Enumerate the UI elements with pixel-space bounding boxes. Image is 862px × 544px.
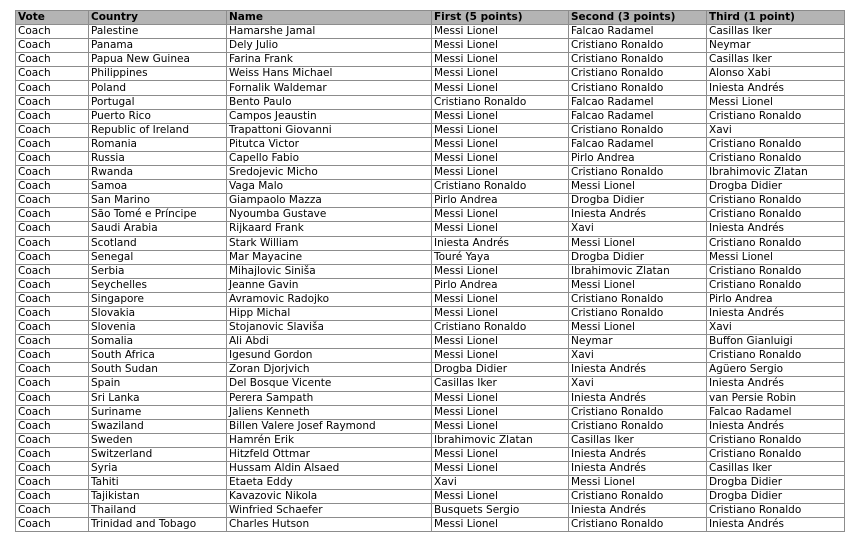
cell-name: Weiss Hans Michael (227, 67, 432, 81)
cell-vote: Coach (16, 180, 89, 194)
cell-first: Cristiano Ronaldo (432, 180, 569, 194)
cell-second: Cristiano Ronaldo (569, 123, 707, 137)
cell-name: Stark William (227, 236, 432, 250)
cell-first: Ibrahimovic Zlatan (432, 433, 569, 447)
cell-country: Somalia (89, 335, 227, 349)
cell-country: Seychelles (89, 278, 227, 292)
cell-third: Messi Lionel (707, 95, 845, 109)
cell-third: Cristiano Ronaldo (707, 137, 845, 151)
cell-country: Slovakia (89, 306, 227, 320)
cell-second: Cristiano Ronaldo (569, 419, 707, 433)
cell-second: Xavi (569, 222, 707, 236)
table-row (16, 123, 845, 137)
cell-vote: Coach (16, 462, 89, 476)
cell-first: Casillas Iker (432, 377, 569, 391)
cell-first: Messi Lionel (432, 222, 569, 236)
cell-third: Drogba Didier (707, 180, 845, 194)
cell-second: Cristiano Ronaldo (569, 53, 707, 67)
cell-first: Messi Lionel (432, 419, 569, 433)
cell-second: Neymar (569, 335, 707, 349)
cell-first: Drogba Didier (432, 363, 569, 377)
cell-first: Touré Yaya (432, 250, 569, 264)
cell-vote: Coach (16, 476, 89, 490)
header-vote: Vote (16, 11, 89, 25)
table-row (16, 363, 845, 377)
header-name: Name (227, 11, 432, 25)
cell-name: Del Bosque Vicente (227, 377, 432, 391)
cell-country: Serbia (89, 264, 227, 278)
cell-third: Buffon Gianluigi (707, 335, 845, 349)
cell-country: Senegal (89, 250, 227, 264)
header-country: Country (89, 11, 227, 25)
cell-first: Cristiano Ronaldo (432, 95, 569, 109)
cell-country: Syria (89, 462, 227, 476)
table-row (16, 194, 845, 208)
cell-vote: Coach (16, 137, 89, 151)
cell-country: Singapore (89, 292, 227, 306)
cell-country: South Africa (89, 349, 227, 363)
cell-country: Scotland (89, 236, 227, 250)
table-row (16, 278, 845, 292)
cell-country: Panama (89, 39, 227, 53)
header-first: First (5 points) (432, 11, 569, 25)
cell-name: Etaeta Eddy (227, 476, 432, 490)
cell-name: Capello Fabio (227, 151, 432, 165)
cell-first: Messi Lionel (432, 518, 569, 532)
cell-country: Papua New Guinea (89, 53, 227, 67)
cell-vote: Coach (16, 166, 89, 180)
table-body (16, 25, 845, 532)
cell-country: Philippines (89, 67, 227, 81)
cell-third: Casillas Iker (707, 462, 845, 476)
cell-vote: Coach (16, 321, 89, 335)
cell-second: Falcao Radamel (569, 137, 707, 151)
cell-third: Iniesta Andrés (707, 419, 845, 433)
cell-name: Hamrén Erik (227, 433, 432, 447)
cell-third: Ibrahimovic Zlatan (707, 166, 845, 180)
cell-name: Kavazovic Nikola (227, 490, 432, 504)
cell-name: Charles Hutson (227, 518, 432, 532)
cell-second: Falcao Radamel (569, 25, 707, 39)
cell-second: Xavi (569, 377, 707, 391)
cell-first: Messi Lionel (432, 292, 569, 306)
cell-name: Ali Abdi (227, 335, 432, 349)
cell-second: Messi Lionel (569, 476, 707, 490)
cell-second: Cristiano Ronaldo (569, 306, 707, 320)
cell-first: Messi Lionel (432, 208, 569, 222)
cell-third: Drogba Didier (707, 476, 845, 490)
cell-vote: Coach (16, 236, 89, 250)
cell-vote: Coach (16, 292, 89, 306)
cell-third: Cristiano Ronaldo (707, 194, 845, 208)
cell-third: Cristiano Ronaldo (707, 349, 845, 363)
cell-third: Iniesta Andrés (707, 377, 845, 391)
cell-name: Avramovic Radojko (227, 292, 432, 306)
cell-vote: Coach (16, 53, 89, 67)
cell-name: Dely Julio (227, 39, 432, 53)
cell-second: Cristiano Ronaldo (569, 166, 707, 180)
cell-third: Iniesta Andrés (707, 222, 845, 236)
table-header (16, 11, 845, 25)
cell-third: Iniesta Andrés (707, 518, 845, 532)
cell-vote: Coach (16, 25, 89, 39)
cell-second: Cristiano Ronaldo (569, 518, 707, 532)
cell-vote: Coach (16, 405, 89, 419)
cell-first: Messi Lionel (432, 462, 569, 476)
cell-country: Trinidad and Tobago (89, 518, 227, 532)
table-row (16, 67, 845, 81)
cell-country: Thailand (89, 504, 227, 518)
cell-first: Messi Lionel (432, 25, 569, 39)
cell-third: Falcao Radamel (707, 405, 845, 419)
table-row (16, 349, 845, 363)
table-row (16, 335, 845, 349)
cell-second: Cristiano Ronaldo (569, 39, 707, 53)
cell-vote: Coach (16, 67, 89, 81)
cell-first: Messi Lionel (432, 137, 569, 151)
cell-third: Alonso Xabi (707, 67, 845, 81)
table-row (16, 433, 845, 447)
cell-first: Pirlo Andrea (432, 194, 569, 208)
cell-first: Messi Lionel (432, 166, 569, 180)
cell-name: Billen Valere Josef Raymond (227, 419, 432, 433)
cell-second: Iniesta Andrés (569, 447, 707, 461)
cell-first: Messi Lionel (432, 264, 569, 278)
cell-country: Slovenia (89, 321, 227, 335)
cell-country: South Sudan (89, 363, 227, 377)
cell-first: Iniesta Andrés (432, 236, 569, 250)
cell-country: Republic of Ireland (89, 123, 227, 137)
cell-third: Cristiano Ronaldo (707, 433, 845, 447)
cell-second: Cristiano Ronaldo (569, 405, 707, 419)
cell-country: Romania (89, 137, 227, 151)
cell-vote: Coach (16, 377, 89, 391)
cell-third: Casillas Iker (707, 53, 845, 67)
cell-name: Perera Sampath (227, 391, 432, 405)
cell-vote: Coach (16, 504, 89, 518)
cell-first: Xavi (432, 476, 569, 490)
table-row (16, 405, 845, 419)
cell-vote: Coach (16, 447, 89, 461)
cell-name: Zoran Djorjvich (227, 363, 432, 377)
cell-name: Bento Paulo (227, 95, 432, 109)
cell-second: Iniesta Andrés (569, 363, 707, 377)
cell-first: Messi Lionel (432, 67, 569, 81)
cell-third: Xavi (707, 321, 845, 335)
cell-second: Iniesta Andrés (569, 462, 707, 476)
cell-country: San Marino (89, 194, 227, 208)
cell-second: Pirlo Andrea (569, 151, 707, 165)
cell-first: Messi Lionel (432, 391, 569, 405)
cell-country: Palestine (89, 25, 227, 39)
header-row (16, 11, 845, 25)
cell-first: Messi Lionel (432, 405, 569, 419)
table-row (16, 53, 845, 67)
cell-second: Cristiano Ronaldo (569, 67, 707, 81)
cell-second: Casillas Iker (569, 433, 707, 447)
table-row (16, 137, 845, 151)
cell-country: Suriname (89, 405, 227, 419)
cell-third: Xavi (707, 123, 845, 137)
cell-third: van Persie Robin (707, 391, 845, 405)
table-row (16, 476, 845, 490)
table-row (16, 208, 845, 222)
cell-name: Rijkaard Frank (227, 222, 432, 236)
cell-second: Cristiano Ronaldo (569, 490, 707, 504)
table-row (16, 109, 845, 123)
cell-vote: Coach (16, 39, 89, 53)
cell-first: Messi Lionel (432, 306, 569, 320)
cell-second: Cristiano Ronaldo (569, 292, 707, 306)
cell-vote: Coach (16, 194, 89, 208)
cell-first: Busquets Sergio (432, 504, 569, 518)
cell-third: Cristiano Ronaldo (707, 109, 845, 123)
cell-country: Tahiti (89, 476, 227, 490)
cell-second: Drogba Didier (569, 250, 707, 264)
cell-name: Hussam Aldin Alsaed (227, 462, 432, 476)
cell-country: Poland (89, 81, 227, 95)
cell-third: Cristiano Ronaldo (707, 151, 845, 165)
cell-first: Cristiano Ronaldo (432, 321, 569, 335)
cell-vote: Coach (16, 222, 89, 236)
cell-second: Iniesta Andrés (569, 208, 707, 222)
cell-name: Pitutca Victor (227, 137, 432, 151)
cell-second: Messi Lionel (569, 236, 707, 250)
cell-vote: Coach (16, 151, 89, 165)
table-row (16, 419, 845, 433)
cell-vote: Coach (16, 518, 89, 532)
cell-third: Cristiano Ronaldo (707, 504, 845, 518)
cell-vote: Coach (16, 363, 89, 377)
table-row (16, 518, 845, 532)
cell-name: Jeanne Gavin (227, 278, 432, 292)
header-third: Third (1 point) (707, 11, 845, 25)
cell-third: Iniesta Andrés (707, 81, 845, 95)
cell-vote: Coach (16, 335, 89, 349)
cell-country: Portugal (89, 95, 227, 109)
cell-country: Switzerland (89, 447, 227, 461)
table-row (16, 222, 845, 236)
cell-country: Samoa (89, 180, 227, 194)
cell-country: Puerto Rico (89, 109, 227, 123)
cell-name: Hamarshe Jamal (227, 25, 432, 39)
cell-third: Cristiano Ronaldo (707, 208, 845, 222)
cell-third: Messi Lionel (707, 250, 845, 264)
table-row (16, 321, 845, 335)
cell-country: Rwanda (89, 166, 227, 180)
table-row (16, 447, 845, 461)
table-row (16, 25, 845, 39)
table-row (16, 377, 845, 391)
cell-country: São Tomé e Príncipe (89, 208, 227, 222)
cell-third: Cristiano Ronaldo (707, 264, 845, 278)
cell-name: Mihajlovic Siniša (227, 264, 432, 278)
table-row (16, 39, 845, 53)
cell-name: Igesund Gordon (227, 349, 432, 363)
votes-table (15, 10, 845, 532)
cell-name: Hipp Michal (227, 306, 432, 320)
cell-vote: Coach (16, 109, 89, 123)
cell-name: Fornalik Waldemar (227, 81, 432, 95)
header-second: Second (3 points) (569, 11, 707, 25)
cell-third: Iniesta Andrés (707, 306, 845, 320)
cell-country: Tajikistan (89, 490, 227, 504)
cell-second: Falcao Radamel (569, 109, 707, 123)
cell-second: Messi Lionel (569, 278, 707, 292)
table-row (16, 250, 845, 264)
cell-vote: Coach (16, 278, 89, 292)
cell-second: Iniesta Andrés (569, 504, 707, 518)
cell-second: Drogba Didier (569, 194, 707, 208)
cell-second: Falcao Radamel (569, 95, 707, 109)
cell-first: Messi Lionel (432, 39, 569, 53)
table-row (16, 391, 845, 405)
cell-third: Drogba Didier (707, 490, 845, 504)
cell-country: Saudi Arabia (89, 222, 227, 236)
table-row (16, 81, 845, 95)
table-row (16, 166, 845, 180)
table-row (16, 462, 845, 476)
cell-first: Messi Lionel (432, 490, 569, 504)
cell-vote: Coach (16, 208, 89, 222)
cell-first: Messi Lionel (432, 447, 569, 461)
table-row (16, 504, 845, 518)
cell-second: Messi Lionel (569, 321, 707, 335)
cell-third: Casillas Iker (707, 25, 845, 39)
cell-country: Sweden (89, 433, 227, 447)
table-row (16, 180, 845, 194)
cell-name: Giampaolo Mazza (227, 194, 432, 208)
cell-vote: Coach (16, 349, 89, 363)
cell-vote: Coach (16, 250, 89, 264)
table-row (16, 490, 845, 504)
cell-vote: Coach (16, 419, 89, 433)
cell-vote: Coach (16, 433, 89, 447)
cell-first: Messi Lionel (432, 151, 569, 165)
cell-first: Messi Lionel (432, 109, 569, 123)
cell-vote: Coach (16, 81, 89, 95)
cell-first: Messi Lionel (432, 123, 569, 137)
cell-name: Trapattoni Giovanni (227, 123, 432, 137)
cell-country: Spain (89, 377, 227, 391)
table-row (16, 95, 845, 109)
cell-vote: Coach (16, 264, 89, 278)
cell-third: Neymar (707, 39, 845, 53)
table-row (16, 264, 845, 278)
cell-vote: Coach (16, 95, 89, 109)
cell-name: Nyoumba Gustave (227, 208, 432, 222)
table-row (16, 151, 845, 165)
cell-name: Winfried Schaefer (227, 504, 432, 518)
cell-country: Swaziland (89, 419, 227, 433)
cell-third: Cristiano Ronaldo (707, 447, 845, 461)
cell-country: Russia (89, 151, 227, 165)
cell-name: Stojanovic Slaviša (227, 321, 432, 335)
cell-second: Xavi (569, 349, 707, 363)
cell-first: Messi Lionel (432, 335, 569, 349)
cell-vote: Coach (16, 391, 89, 405)
cell-second: Ibrahimovic Zlatan (569, 264, 707, 278)
cell-name: Farina Frank (227, 53, 432, 67)
cell-first: Messi Lionel (432, 349, 569, 363)
table-row (16, 306, 845, 320)
cell-vote: Coach (16, 490, 89, 504)
cell-name: Sredojevic Micho (227, 166, 432, 180)
cell-first: Messi Lionel (432, 81, 569, 95)
cell-second: Iniesta Andrés (569, 391, 707, 405)
cell-vote: Coach (16, 123, 89, 137)
cell-third: Cristiano Ronaldo (707, 236, 845, 250)
table-row (16, 236, 845, 250)
cell-country: Sri Lanka (89, 391, 227, 405)
table-row (16, 292, 845, 306)
cell-name: Campos Jeaustin (227, 109, 432, 123)
cell-first: Messi Lionel (432, 53, 569, 67)
cell-third: Agüero Sergio (707, 363, 845, 377)
cell-third: Pirlo Andrea (707, 292, 845, 306)
cell-name: Hitzfeld Ottmar (227, 447, 432, 461)
cell-name: Mar Mayacine (227, 250, 432, 264)
cell-second: Cristiano Ronaldo (569, 81, 707, 95)
cell-first: Pirlo Andrea (432, 278, 569, 292)
cell-second: Messi Lionel (569, 180, 707, 194)
cell-name: Jaliens Kenneth (227, 405, 432, 419)
cell-name: Vaga Malo (227, 180, 432, 194)
cell-vote: Coach (16, 306, 89, 320)
cell-third: Cristiano Ronaldo (707, 278, 845, 292)
